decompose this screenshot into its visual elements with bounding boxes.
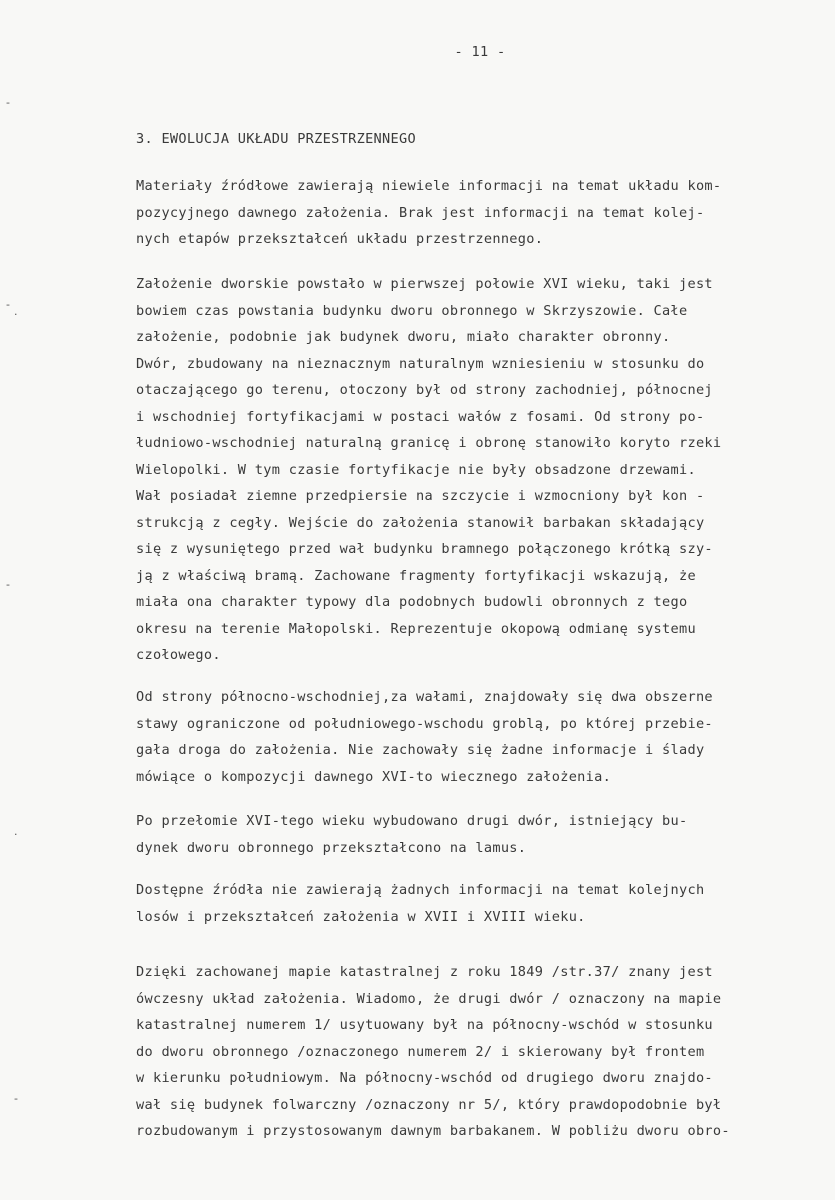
text-line: i wschodniej fortyfikacjami w postaci wałów z fosami. Od strony po-: [136, 408, 705, 425]
text-line: pozycyjnego dawnego założenia. Brak jest informacji na temat kolej-: [136, 204, 705, 221]
text-line: strukcją z cegły. Wejście do założenia stanowił barbakan składający: [136, 514, 705, 531]
text-line: łudniowo-wschodniej naturalną granicę i obronę stanowiło koryto rzeki: [136, 435, 722, 451]
text-line: ją z właściwą bramą. Zachowane fragmenty fortyfikacji wskazują, że: [136, 567, 696, 584]
margin-mark: -: [6, 578, 10, 591]
paragraph: [136, 808, 746, 861]
text-line: Od strony północno-wschodniej,za wałami, znajdowały się dwa obszerne: [136, 689, 713, 705]
text-line: gała droga do założenia. Nie zachowały się żadne informacje i ślady: [136, 742, 705, 758]
text-line: Materiały źródłowe zawierają niewiele informacji na temat układu kom-: [136, 178, 722, 194]
text-line: wał się budynek folwarczny /oznaczony nr 5/, który prawdopodobnie był: [136, 1096, 722, 1113]
text-line: mówiące o kompozycji dawnego XVI-to wiecznego założenia.: [136, 768, 612, 785]
text-line: dynek dworu obronnego przekształcono na lamus.: [136, 839, 527, 856]
margin-mark: ·: [14, 308, 18, 321]
text-line: losów i przekształceń założenia w XVII i XVIII wieku.: [136, 908, 586, 925]
text-line: do dworu obronnego /oznaczonego numerem 2/ i skierowany był frontem: [136, 1043, 705, 1060]
text-line: miała ona charakter typowy dla podobnych budowli obronnych z tego: [136, 594, 688, 610]
text-line: Wał posiadał ziemne przedpiersie na szczycie i wzmocniony był kon -: [136, 488, 705, 504]
text-line: Wielopolki. W tym czasie fortyfikacje nie były obsadzone drzewami.: [136, 461, 696, 478]
margin-mark: ·: [14, 828, 18, 841]
text-line: stawy ograniczone od południowego-wschodu groblą, po której przebie-: [136, 715, 713, 732]
text-line: bowiem czas powstania budynku dworu obronnego w Skrzyszowie. Całe: [136, 302, 688, 319]
text-line: w kierunku południowym. Na północny-wschód od drugiego dworu znajdo-: [136, 1070, 713, 1086]
section-heading: 3. EWOLUCJA UKŁADU PRZESTRZENNEGO: [136, 131, 416, 147]
text-line: się z wysuniętego przed wał budynku bramnego połączonego krótką szy-: [136, 541, 713, 557]
margin-mark: -: [6, 96, 10, 109]
margin-mark: -: [14, 1092, 18, 1105]
paragraph: [136, 877, 746, 930]
text-line: Założenie dworskie powstało w pierwszej połowie XVI wieku, taki jest: [136, 276, 713, 292]
text-line: Po przełomie XVI-tego wieku wybudowano drugi dwór, istniejący bu-: [136, 813, 688, 829]
paragraph: [136, 959, 746, 1145]
text-line: ówczesny układ założenia. Wiadomo, że drugi dwór / oznaczony na mapie: [136, 990, 722, 1007]
text-line: Dostępne źródła nie zawierają żadnych informacji na temat kolejnych: [136, 882, 705, 898]
paragraph: [136, 684, 746, 790]
text-line: Dzięki zachowanej mapie katastralnej z roku 1849 /str.37/ znany jest: [136, 964, 713, 980]
text-line: czołowego.: [136, 647, 221, 663]
text-line: okresu na terenie Małopolski. Reprezentuje okopową odmianę systemu: [136, 620, 696, 637]
paragraph: [136, 271, 746, 669]
margin-mark: -: [6, 298, 10, 311]
text-line: katastralnej numerem 1/ usytuowany był na północny-wschód w stosunku: [136, 1017, 713, 1033]
text-line: rozbudowanym i przystosowanym dawnym barbakanem. W pobliżu dworu obro-: [136, 1123, 730, 1139]
page-number: - 11 -: [454, 44, 506, 60]
text-line: nych etapów przekształceń układu przestrzennego.: [136, 231, 544, 247]
paragraph: [136, 173, 746, 253]
text-line: założenie, podobnie jak budynek dworu, miało charakter obronny.: [136, 329, 671, 345]
text-line: Dwór, zbudowany na nieznacznym naturalnym wzniesieniu w stosunku do: [136, 355, 705, 372]
text-line: otaczającego go terenu, otoczony był od strony zachodniej, północnej: [136, 382, 713, 398]
